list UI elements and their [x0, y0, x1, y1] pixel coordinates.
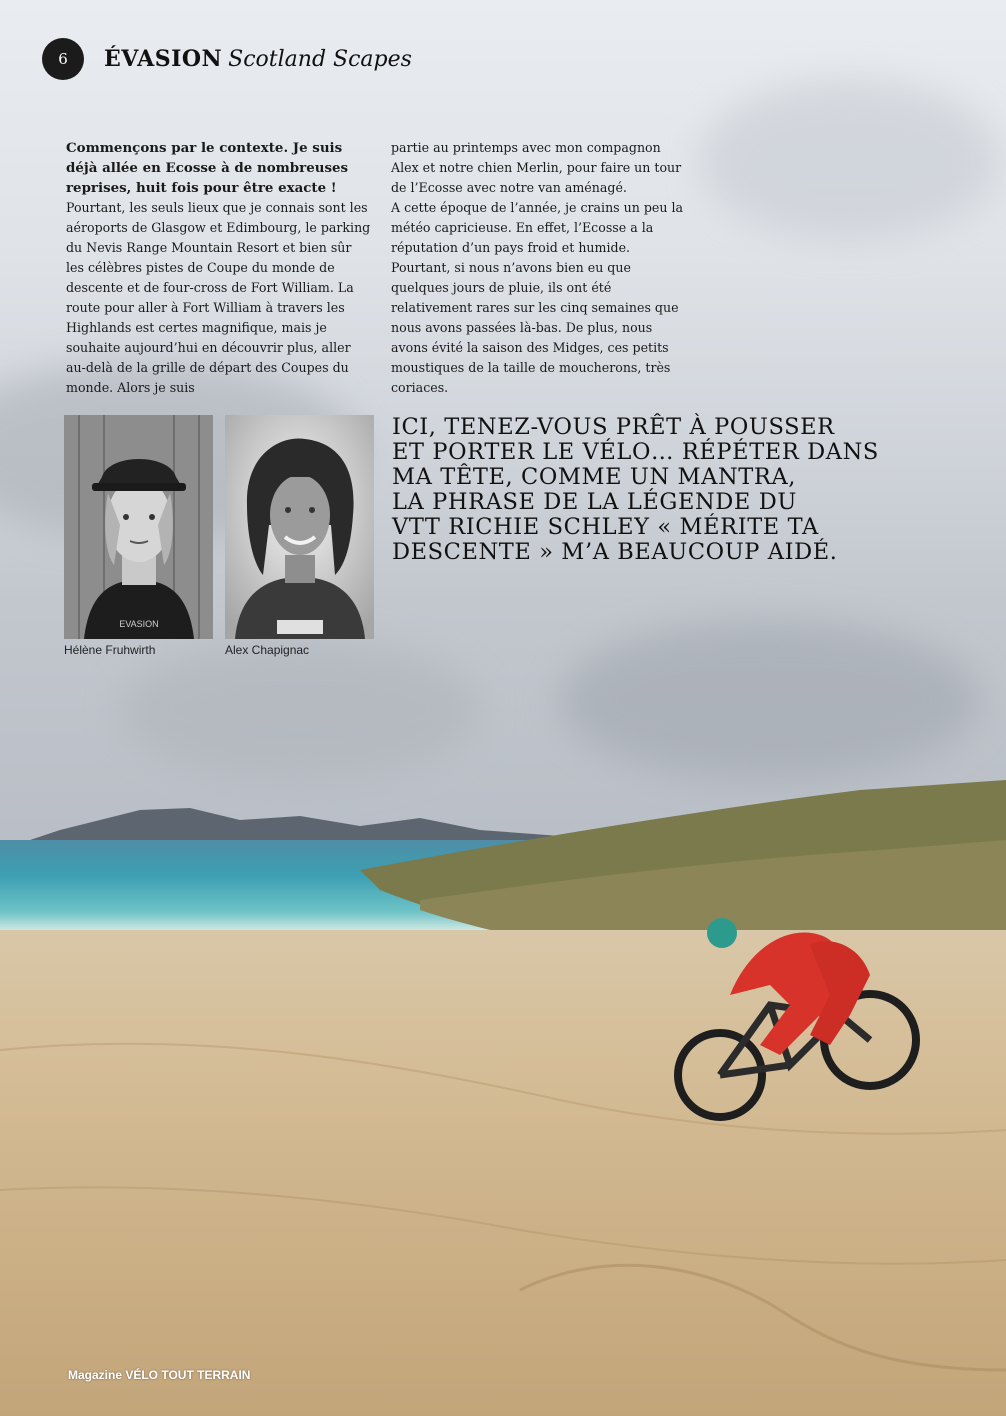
section-subtitle: Scotland Scapes — [228, 47, 412, 72]
page-number: 6 — [42, 38, 84, 80]
pull-quote-line: LA PHRASE DE LA LÉGENDE DU — [392, 489, 797, 515]
pull-quote-line: ET PORTER LE VÉLO… RÉPÉTER DANS — [392, 439, 879, 465]
section-title: ÉVASION — [104, 46, 223, 72]
pull-quote-line: MA TÊTE, COMME UN MANTRA, — [392, 464, 797, 490]
cloud — [120, 640, 480, 780]
magazine-footer: Magazine VÉLO TOUT TERRAIN — [68, 1368, 251, 1382]
article-paragraph: Pourtant, les seuls lieux que je connais sont les aéroports de Glasgow et Edimbourg, le parking du Nevis Range Mountain Resort et bien sûr les célèbres pistes de Coupe du monde de descente et de four-cross de Fort William. La route pour aller à Fort William à travers les Highlands est certes magnifique, mais je souhaite aujourd’hui en découvrir plus, aller au-delà de la grille de départ des Coupes du monde. Alors je suis — [66, 200, 371, 395]
article-column-2 — [391, 138, 691, 398]
section-header — [104, 46, 412, 72]
article-paragraph: A cette époque de l’année, je crains un peu la météo capricieuse. En effet, l’Ecosse a la réputation d’un pays froid et humide. Pourtant, si nous n’avons bien eu que quelques jours de pluie, ils ont été relativement rares sur les cinq semaines que nous avons passées là-bas. De plus, nous avons évité la saison des Midges, ces petits moustiques de la taille de moucherons, très coriaces. — [391, 200, 684, 395]
article-paragraph: partie au printemps avec mon compagnon Alex et notre chien Merlin, pour faire un tour de l’Ecosse avec notre van aménagé. — [391, 140, 682, 195]
portrait-caption-helene: Hélène Fruhwirth — [64, 643, 156, 657]
portrait-alex-image — [225, 415, 374, 639]
article-lead: Commençons par le contexte. Je suis déjà allée en Ecosse à de nombreuses reprises, huit fois pour être exacte ! — [66, 140, 349, 196]
pull-quote-line: VTT RICHIE SCHLEY « MÉRITE TA — [392, 514, 819, 540]
pull-quote-line: ICI, TENEZ-VOUS PRÊT À POUSSER — [392, 414, 835, 440]
cloud — [700, 80, 1000, 240]
portrait-helene-image — [64, 415, 213, 639]
portrait-helene — [64, 415, 213, 639]
pull-quote-line: DESCENTE » M’A BEAUCOUP AIDÉ. — [392, 539, 838, 565]
mountain-biker — [660, 905, 930, 1145]
portrait-caption-alex: Alex Chapignac — [225, 643, 310, 657]
cloud — [560, 620, 980, 780]
pull-quote — [392, 414, 879, 565]
shirt-text: EVASION — [119, 619, 159, 629]
portrait-alex — [225, 415, 374, 639]
article-column-1 — [66, 138, 372, 398]
